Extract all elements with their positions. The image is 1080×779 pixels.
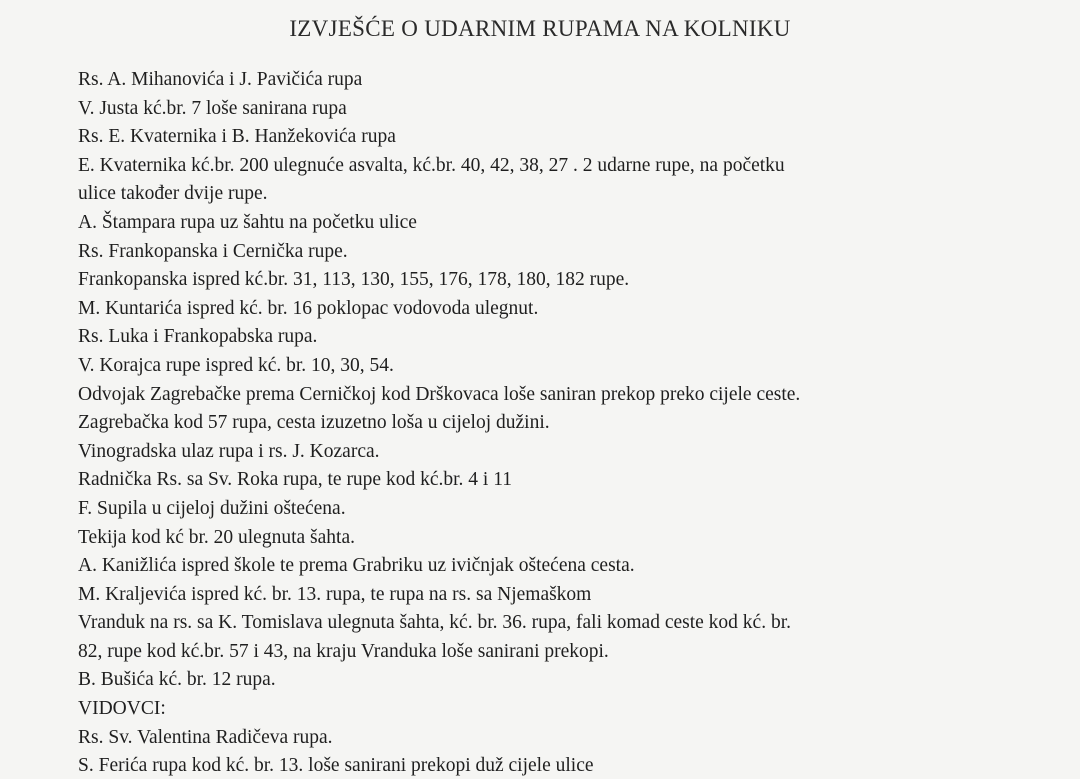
report-line: S. Ferića rupa kod kć. br. 13. loše sanirani prekopi duž cijele ulice <box>78 755 594 777</box>
report-line: Rs. E. Kvaternika i B. Hanžekovića rupa <box>78 126 396 148</box>
report-line: V. Korajca rupe ispred kć. br. 10, 30, 54. <box>78 354 394 376</box>
report-line: Vinogradska ulaz rupa i rs. J. Kozarca. <box>78 440 380 462</box>
report-line: A. Štampara rupa uz šahtu na početku ulice <box>78 211 417 233</box>
report-line: Tekija kod kć br. 20 ulegnuta šahta. <box>78 526 355 548</box>
report-line: M. Kuntarića ispred kć. br. 16 poklopac vodovoda ulegnut. <box>78 297 539 319</box>
report-line: ulice također dvije rupe. <box>78 183 268 205</box>
report-line: Rs. Luka i Frankopabska rupa. <box>78 326 318 348</box>
report-line: Rs. Sv. Valentina Radičeva rupa. <box>78 726 333 748</box>
report-line: Zagrebačka kod 57 rupa, cesta izuzetno loša u cijeloj dužini. <box>78 412 550 434</box>
section-heading: VIDOVCI: <box>78 698 166 720</box>
report-line: M. Kraljevića ispred kć. br. 13. rupa, te rupa na rs. sa Njemaškom <box>78 583 592 605</box>
document-title: IZVJEŠĆE O UDARNIM RUPAMA NA KOLNIKU <box>289 16 791 41</box>
report-line: B. Bušića kć. br. 12 rupa. <box>78 669 276 691</box>
report-line: Vranduk na rs. sa K. Tomislava ulegnuta šahta, kć. br. 36. rupa, fali komad ceste kod kć. br. <box>78 612 792 634</box>
report-line: Rs. Frankopanska i Cernička rupe. <box>78 240 348 262</box>
report-line: F. Supila u cijeloj dužini oštećena. <box>78 497 346 519</box>
report-line: A. Kanižlića ispred škole te prema Grabriku uz ivičnjak oštećena cesta. <box>78 555 635 577</box>
report-line: 82, rupe kod kć.br. 57 i 43, na kraju Vranduka loše sanirani prekopi. <box>78 640 609 662</box>
report-line: Radnička Rs. sa Sv. Roka rupa, te rupe kod kć.br. 4 i 11 <box>78 469 512 491</box>
report-line: E. Kvaternika kć.br. 200 ulegnuće asvalta, kć.br. 40, 42, 38, 27 . 2 udarne rupe, na početku <box>78 154 785 176</box>
report-line: Odvojak Zagrebačke prema Cerničkoj kod Drškovaca loše saniran prekop preko cijele ceste. <box>78 383 801 405</box>
report-line: Rs. A. Mihanovića i J. Pavičića rupa <box>78 69 363 90</box>
report-lines <box>78 66 1008 779</box>
report-line: Frankopanska ispred kć.br. 31, 113, 130, 155, 176, 178, 180, 182 rupe. <box>78 269 630 291</box>
report-line: V. Justa kć.br. 7 loše sanirana rupa <box>78 97 347 119</box>
